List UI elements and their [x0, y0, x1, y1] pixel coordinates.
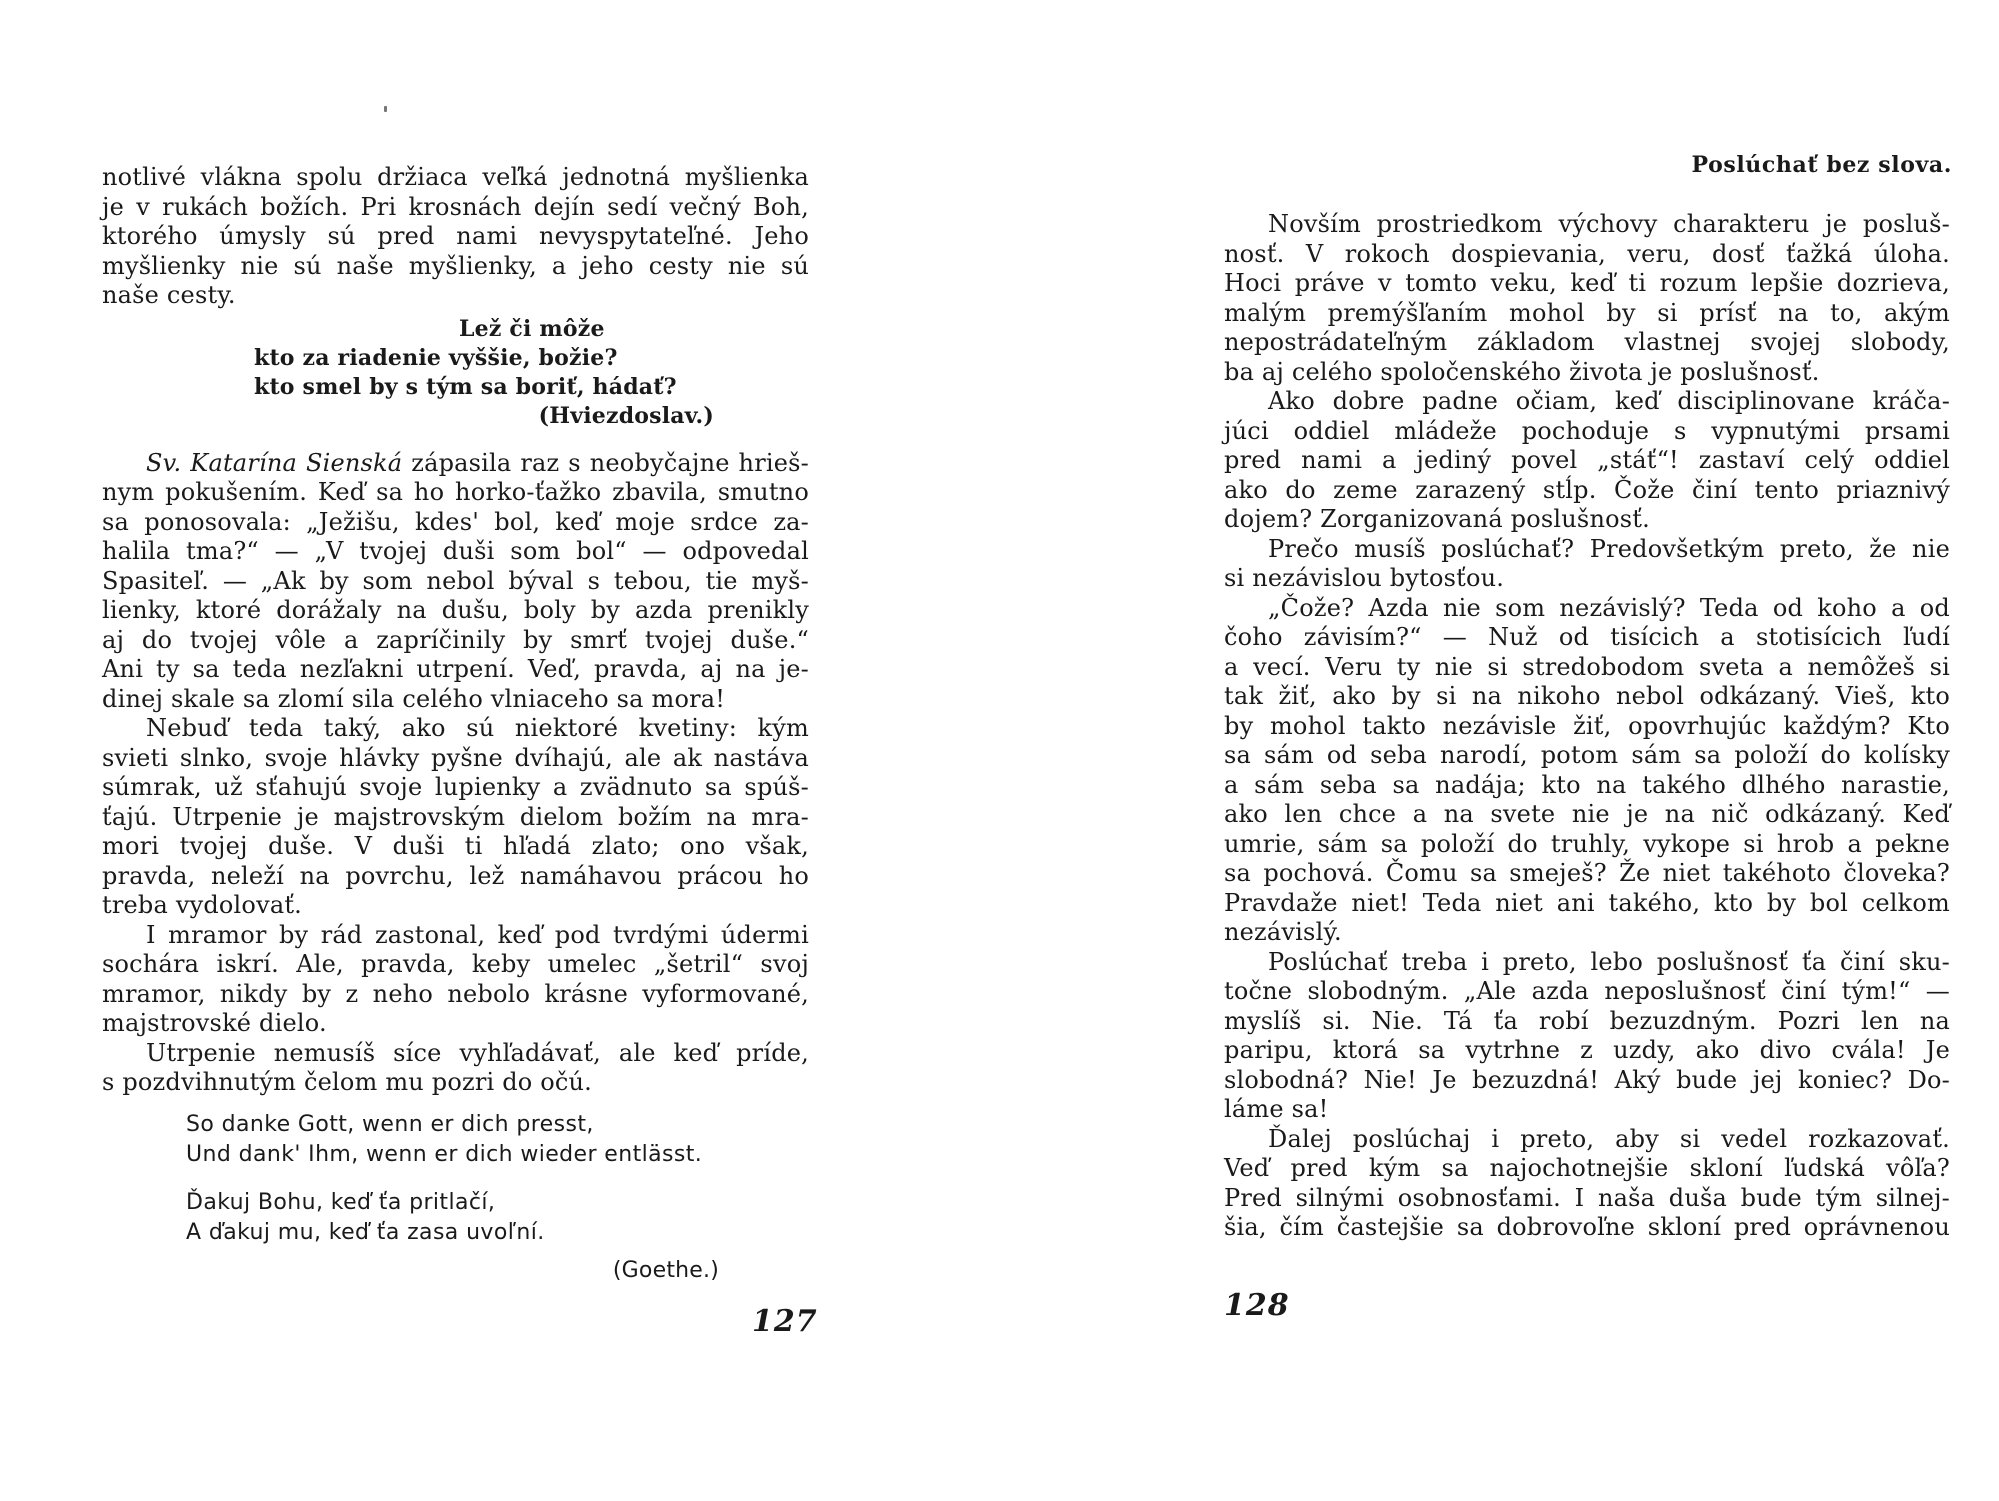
suffering-paragraph [102, 1039, 809, 1098]
poem-line: So danke Gott, wenn er dich presst, [186, 1111, 594, 1137]
text-line: myšlienky nie sú naše myšlienky, a jeho cesty nie sú [102, 251, 809, 280]
text-line: treba vydolovať. [102, 891, 303, 919]
left-page [0, 0, 999, 1501]
page-number: 127 [752, 1304, 818, 1339]
text-line: Veď pred kým sa najochotnejšie skloní ľudská vôľa? [1224, 1154, 1950, 1182]
text-line: by mohol takto nezávisle žiť, opovrhujúc každým? Kto [1224, 711, 1950, 740]
text-line: Poslúchať treba i preto, lebo poslušnosť ťa činí sku- [1268, 947, 1950, 976]
goethe-attribution: (Goethe.) [612, 1257, 719, 1283]
poem-attribution: (Hviezdoslav.) [538, 402, 714, 429]
hviezdoslav-poem [254, 315, 809, 431]
text-line: Utrpenie nemusíš síce vyhľadávať, ale keď príde, [146, 1038, 809, 1067]
text-line: Hoci práve v tomto veku, keď ti rozum lepšie dozrieva, [1224, 269, 1950, 297]
text-line: notlivé vlákna spolu držiaca veľká jednotná myšlienka [102, 163, 809, 191]
text-line: majstrovské dielo. [102, 1009, 327, 1037]
text-line: Ako dobre padne očiam, keď disciplinovane kráča- [1268, 387, 1950, 415]
paragraph [1224, 387, 1950, 535]
text-line: Spasiteľ. — „Ak by som nebol býval s tebou, tie myš- [102, 566, 809, 595]
text-line: Pred silnými osobnosťami. I naša duša bude tým silnej- [1224, 1183, 1950, 1212]
text-line: lienky, ktoré dorážaly na dušu, boly by azda prenikly [102, 596, 809, 624]
text-line: nepostrádateľným základom vlastnej svojej slobody, [1224, 328, 1950, 356]
text-line: a vecí. Veru ty nie si stredobodom sveta a nemôžeš si [1224, 652, 1950, 681]
opening-paragraph [102, 163, 809, 311]
text-line: myslíš si. Nie. Tá ťa robí bezuzdným. Pozri len na [1224, 1006, 1950, 1035]
text-line: Prečo musíš poslúchať? Predovšetkým preto, že nie [1268, 534, 1950, 563]
katarina-paragraph [102, 449, 809, 715]
right-page-text [1224, 210, 1950, 1243]
text-line: svieti slnko, svoje hlávky pyšne dvíhajú, ale ak nastáva [102, 743, 809, 772]
text-line: dinej skale sa zlomí sila celého vlniaceho sa mora! [102, 684, 726, 713]
poem-line: Lež či môže [459, 315, 605, 342]
text-line: ktorého úmysly sú pred nami nevyspytateľné. Jeho [102, 222, 809, 250]
text-line: halila tma?“ — „V tvojej duši som bol“ — odpovedal [102, 537, 809, 565]
text-line: nym pokušením. Keď sa ho horko-ťažko zbavila, smutno [102, 478, 809, 506]
paragraph [1224, 1125, 1950, 1243]
running-head: Poslúchať bez slova. [1691, 152, 1952, 178]
text-line: Novším prostriedkom výchovy charakteru je posluš- [1268, 210, 1950, 238]
text-line: slobodná? Nie! Je bezuzdná! Aký bude jej koniec? Do- [1224, 1065, 1950, 1094]
text-line: ba aj celého spoločenského života je poslušnosť. [1224, 357, 1820, 386]
text-line: Pravdaže niet! Teda niet ani takého, kto by bol celkom [1224, 888, 1950, 917]
page-number: 128 [1224, 1288, 1290, 1323]
marble-paragraph [102, 921, 809, 1039]
poem-line: Und dank' Ihm, wenn er dich wieder entlässt. [186, 1141, 703, 1167]
paragraph [1224, 948, 1950, 1125]
paragraph [1224, 535, 1950, 594]
poem-line: kto za riadenie vyššie, božie? [254, 344, 618, 371]
paragraph [1224, 210, 1950, 387]
text-line: sa ponosovala: „Ježišu, kdes' bol, keď moje srdce za- [102, 507, 809, 536]
text-line: nosť. V rokoch dospievania, veru, dosť ťažká úloha. [1224, 239, 1950, 268]
text-line: I mramor by rád zastonal, keď pod tvrdými údermi [146, 920, 809, 949]
text-line: malým premýšľaním mohol by si prísť na to, akým [1224, 298, 1950, 327]
text-line: mramor, nikdy by z neho nebolo krásne vyformované, [102, 979, 809, 1008]
text-line [102, 449, 809, 479]
text-line: júci oddiel mládeže pochoduje s vypnutými prsami [1224, 416, 1950, 445]
left-page-text [102, 163, 809, 1285]
text-line: sa sám od seba narodí, potom sám sa položí do kolísky [1224, 741, 1950, 769]
text-line: Ďalej poslúchaj i preto, aby si vedel rozkazovať. [1268, 1124, 1950, 1153]
text-line: naše cesty. [102, 281, 236, 309]
right-page [1000, 0, 1999, 1501]
text-line: pred nami a jediný povel „stáť“! zastaví celý oddiel [1224, 446, 1950, 474]
text-line: ako do zeme zarazený stĺp. Čože činí tento priaznivý [1224, 475, 1950, 504]
text-line: s pozdvihnutým čelom mu pozri do očú. [102, 1068, 593, 1096]
text-line: láme sa! [1224, 1095, 1329, 1123]
text-line: šia, čím častejšie sa dobrovoľne skloní pred oprávnenou [1224, 1213, 1950, 1241]
text-line: točne slobodným. „Ale azda neposlušnosť činí tým!“ — [1224, 977, 1950, 1005]
text-line: čoho závisím?“ — Nuž od tisícich a stotisícich ľudí [1224, 623, 1950, 651]
text-line: sa pochová. Čomu sa smeješ? Že niet takéhoto človeka? [1224, 859, 1950, 887]
text-line: paripu, ktorá sa vytrhne z uzdy, ako divo cvála! Je [1224, 1036, 1950, 1064]
poem-line: kto smel by s tým sa boriť, hádať? [254, 373, 677, 400]
text-line: dojem? Zorganizovaná poslušnosť. [1224, 505, 1650, 533]
text-line: „Čože? Azda nie som nezávislý? Teda od koho a od [1268, 593, 1950, 622]
text-line: mori tvojej duše. V duši ti hľadá zlato; ono však, [102, 832, 809, 860]
text-line: Nebuď teda taký, ako sú niektoré kvetiny: kým [146, 714, 809, 742]
text-line: a sám seba sa nadája; kto na takého dlhého narastie, [1224, 770, 1950, 799]
text-line: súmrak, už sťahujú svoje lupienky a zvädnuto sa spúš- [102, 773, 809, 801]
saint-name: Sv. Katarína Sienská [146, 448, 403, 477]
flower-paragraph [102, 714, 809, 921]
print-speck [384, 106, 387, 112]
text-line: pravda, neleží na povrchu, lež namáhavou prácou ho [102, 861, 809, 890]
text-fragment: zápasila raz s neobyčajne hrieš- [402, 448, 809, 477]
text-line: si nezávislou bytosťou. [1224, 564, 1505, 592]
text-line: ako len chce a na svete nie je na nič odkázaný. Keď [1224, 800, 1950, 828]
poem-line: A ďakuj mu, keď ťa zasa uvoľní. [186, 1219, 545, 1245]
text-line: tak žiť, ako by si na nikoho nebol odkázaný. Vieš, kto [1224, 682, 1950, 710]
text-line: aj do tvojej vôle a zapríčinily by smrť tvojej duše.“ [102, 625, 809, 654]
poem-line: Ďakuj Bohu, keď ťa pritlačí, [186, 1189, 496, 1215]
text-line: umrie, sám sa položí do truhly, vykope si hrob a pekne [1224, 829, 1950, 858]
text-line: je v rukách božích. Pri krosnách dejín sedí večný Boh, [102, 192, 809, 221]
text-line: ťajú. Utrpenie je majstrovským dielom božím na mra- [102, 802, 809, 831]
text-line: Ani ty sa teda nezľakni utrpení. Veď, pravda, aj na je- [102, 655, 809, 683]
paragraph [1224, 594, 1950, 948]
text-line: sochára iskrí. Ale, pravda, keby umelec „šetril“ svoj [102, 950, 809, 978]
goethe-poem [186, 1110, 809, 1248]
text-line: nezávislý. [1224, 918, 1342, 946]
